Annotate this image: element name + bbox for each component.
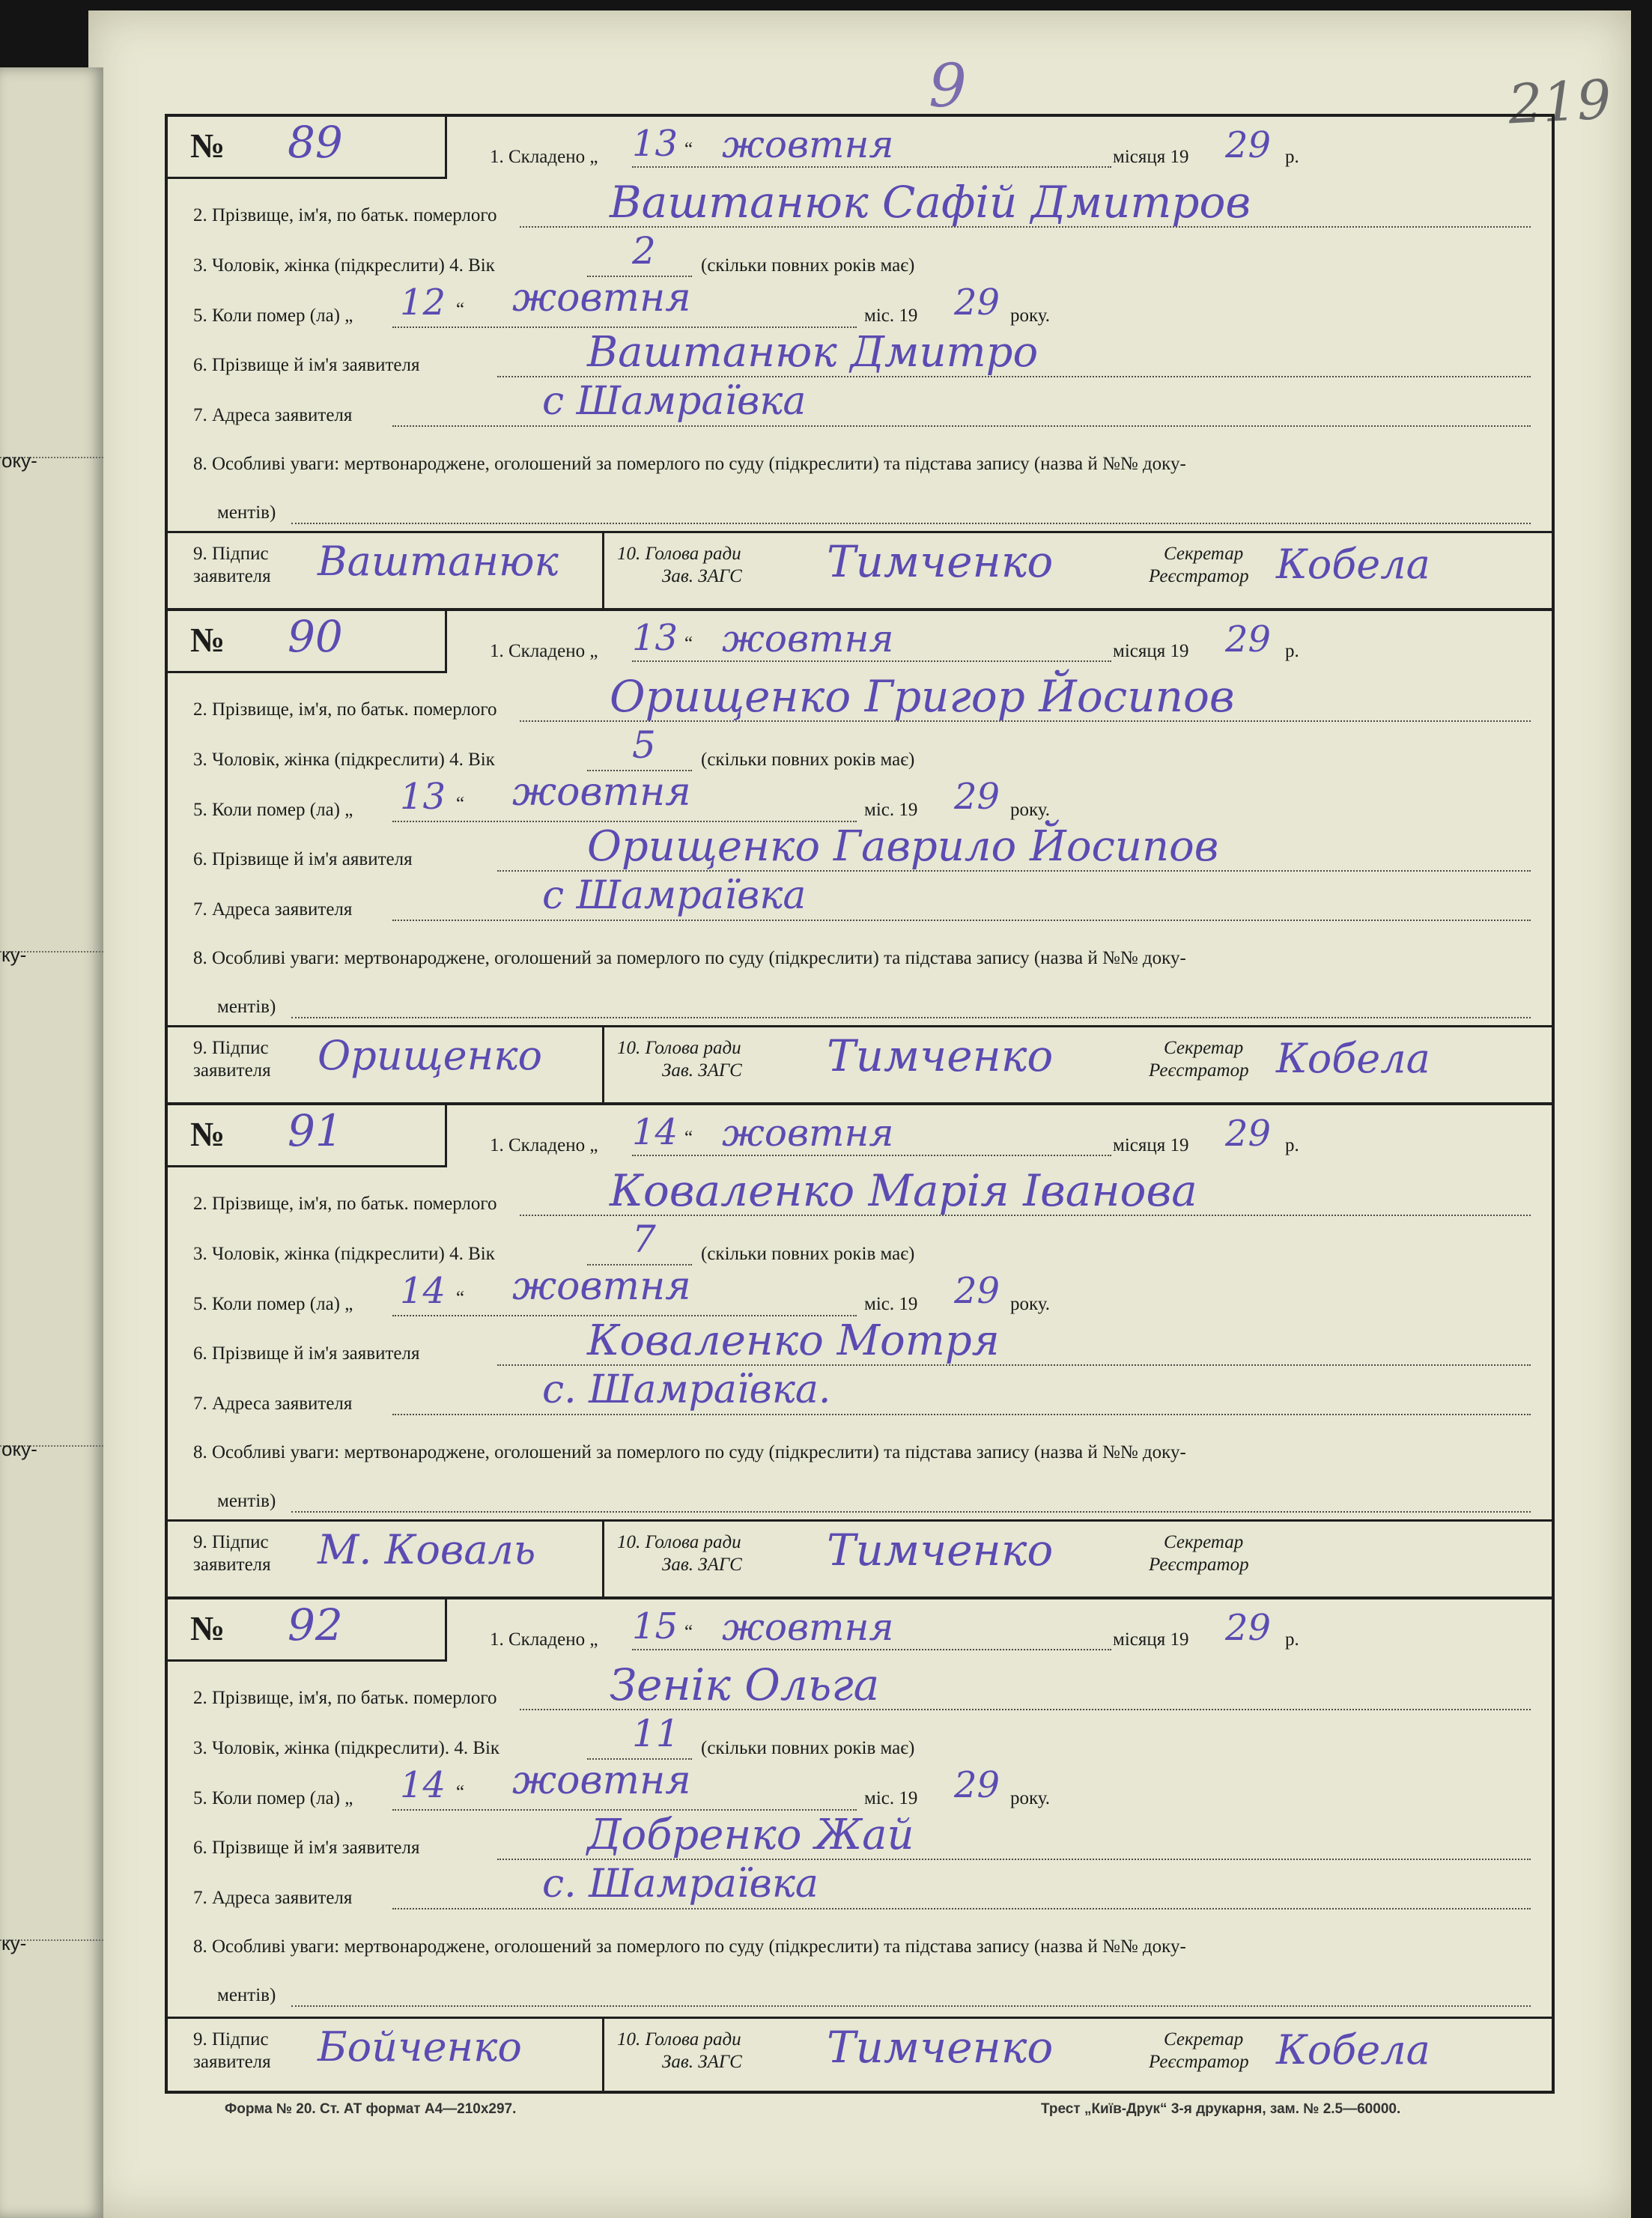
death-quote: “: [456, 300, 465, 320]
informant-sign-label: 9. Підпис: [193, 1038, 269, 1058]
composed-label: 1. Складено „: [490, 1135, 598, 1155]
death-mis-label: міс. 19: [864, 1788, 918, 1808]
left-page-fragment: оку-: [1, 1438, 37, 1460]
secretary-label: Секретар: [1164, 544, 1244, 564]
informant-sign-label-2: заявителя: [193, 1060, 271, 1081]
composed-month: жовтня: [722, 1605, 894, 1649]
head-signature: Тимченко: [827, 536, 1054, 587]
year-end-label: р.: [1285, 1135, 1299, 1155]
signature-row: [168, 531, 1552, 608]
year-end-label: р.: [1285, 147, 1299, 167]
age-value: 11: [632, 1712, 680, 1755]
remarks-label: 8. Особливі уваги: мертвонароджене, оголошений за померлого по суду (підкреслити) та підстава запису (назва й №№ доку-: [193, 454, 1186, 474]
registrar-label: Зав. ЗАГС: [662, 566, 742, 586]
composed-day: 13: [632, 123, 678, 165]
sex-age-label: 3. Чоловік, жінка (підкреслити) 4. Вік: [193, 750, 495, 770]
registrar-label: Зав. ЗАГС: [662, 2052, 742, 2072]
death-mis-label: міс. 19: [864, 1294, 918, 1314]
secretary-label: Секретар: [1164, 2029, 1244, 2050]
age-value: 5: [632, 723, 656, 767]
secretary-signature: Кобела: [1276, 1035, 1430, 1082]
record-number-box: [168, 1105, 447, 1167]
full-years-label: (скільки повних років має): [701, 1738, 915, 1758]
secretary-label: Секретар: [1164, 1532, 1244, 1552]
record-number-box: [168, 611, 447, 673]
death-year-label: року.: [1010, 1294, 1051, 1314]
informant-name: Добренко Жай: [587, 1811, 914, 1859]
remarks-end-label: ментів): [217, 1985, 276, 2005]
death-mis-label: міс. 19: [864, 306, 918, 326]
head-signature: Тимченко: [827, 2022, 1054, 2073]
record-number-box: [168, 117, 447, 179]
death-record: [168, 117, 1552, 611]
folio-number: 219: [1506, 67, 1613, 136]
sex-age-label: 3. Чоловік, жінка (підкреслити). 4. Вік: [193, 1738, 500, 1758]
death-date-label: 5. Коли помер (ла) „: [193, 1788, 353, 1808]
composed-year: 29: [1225, 1113, 1272, 1155]
informant-name: Коваленко Мотря: [587, 1316, 1000, 1365]
informant-sign-label-2: заявителя: [193, 566, 271, 586]
informant-name-label: 6. Прізвище й ім'я аявителя: [193, 849, 413, 869]
head-label: 10. Голова ради: [617, 1038, 741, 1058]
remarks-label: 8. Особливі уваги: мертвонароджене, оголошений за померлого по суду (підкреслити) та підстава запису (назва й №№ доку-: [193, 1936, 1186, 1957]
death-date-label: 5. Коли помер (ла) „: [193, 306, 353, 326]
remarks-label: 8. Особливі уваги: мертвонароджене, оголошений за померлого по суду (підкреслити) та підстава запису (назва й №№ доку-: [193, 1442, 1186, 1462]
informant-sign-label: 9. Підпис: [193, 2029, 269, 2050]
record-number: 92: [288, 1599, 343, 1650]
composed-day: 13: [632, 617, 678, 659]
death-day: 13: [400, 776, 446, 818]
death-year-label: року.: [1010, 1788, 1051, 1808]
signature-row: [168, 1519, 1552, 1596]
informant-name-label: 6. Прізвище й ім'я заявителя: [193, 1838, 420, 1858]
signature-row: [168, 1025, 1552, 1102]
informant-address: с Шамраївка: [542, 379, 807, 424]
informant-address: с. Шамраївка: [542, 1862, 819, 1906]
death-quote: “: [456, 1782, 465, 1802]
record-number-box: [168, 1599, 447, 1662]
number-sign: №: [190, 1115, 225, 1153]
year-end-label: р.: [1285, 641, 1299, 661]
deceased-label: 2. Прізвище, ім'я, по батьк. померлого: [193, 1688, 497, 1708]
head-label: 10. Голова ради: [617, 544, 741, 564]
record-number: 89: [288, 117, 343, 168]
number-sign: №: [190, 621, 225, 659]
remarks-end-label: ментів): [217, 502, 276, 523]
informant-signature: М. Коваль: [318, 1526, 536, 1573]
informant-address-label: 7. Адреса заявителя: [193, 405, 353, 425]
death-day: 14: [400, 1764, 446, 1806]
left-page-fragment: ку-: [1, 1932, 27, 1954]
death-date-label: 5. Коли помер (ла) „: [193, 800, 353, 820]
footer-printer: Трест „Київ-Друк“ 3-я друкарня, зам. № 2.5—60000.: [1041, 2101, 1401, 2117]
death-quote: “: [456, 1288, 465, 1308]
informant-name-label: 6. Прізвище й ім'я заявителя: [193, 1343, 420, 1364]
composed-year: 29: [1225, 124, 1272, 166]
informant-name: Орищенко Гаврило Йосипов: [587, 822, 1219, 871]
head-label: 10. Голова ради: [617, 2029, 741, 2050]
informant-signature: Ваштанюк: [318, 538, 559, 585]
age-value: 2: [632, 229, 656, 273]
death-register-form: [165, 114, 1555, 2094]
number-sign: №: [190, 127, 225, 165]
registrar-secretary-label: Реєстратор: [1149, 2052, 1249, 2072]
informant-address: с. Шамраївка.: [542, 1367, 831, 1412]
death-month: жовтня: [512, 770, 691, 815]
composed-year: 29: [1225, 619, 1272, 660]
death-month: жовтня: [512, 1758, 691, 1803]
death-month: жовтня: [512, 276, 691, 320]
deceased-label: 2. Прізвище, ім'я, по батьк. померлого: [193, 699, 497, 720]
full-years-label: (скільки повних років має): [701, 1244, 915, 1264]
informant-address-label: 7. Адреса заявителя: [193, 1888, 353, 1908]
composed-quote: “: [684, 634, 693, 654]
informant-signature: Орищенко: [318, 1032, 542, 1079]
secretary-signature: Кобела: [1276, 2026, 1430, 2073]
sex-age-label: 3. Чоловік, жінка (підкреслити) 4. Вік: [193, 255, 495, 276]
death-mis-label: міс. 19: [864, 800, 918, 820]
month-year-label: місяця 19: [1113, 1629, 1189, 1650]
informant-signature: Бойченко: [318, 2023, 522, 2070]
death-year: 29: [954, 776, 1000, 818]
head-signature: Тимченко: [827, 1030, 1054, 1081]
informant-name: Ваштанюк Дмитро: [587, 328, 1039, 377]
full-years-label: (скільки повних років має): [701, 255, 915, 276]
secretary-signature: Кобела: [1276, 541, 1430, 588]
secretary-label: Секретар: [1164, 1038, 1244, 1058]
death-record: [168, 1105, 1552, 1599]
death-month: жовтня: [512, 1264, 691, 1309]
registrar-label: Зав. ЗАГС: [662, 1555, 742, 1575]
composed-quote: “: [684, 139, 693, 159]
remarks-end-label: ментів): [217, 1491, 276, 1511]
informant-sign-label: 9. Підпис: [193, 1532, 269, 1552]
head-label: 10. Голова ради: [617, 1532, 741, 1552]
deceased-label: 2. Прізвище, ім'я, по батьк. померлого: [193, 1194, 497, 1214]
record-number: 91: [288, 1105, 343, 1156]
composed-label: 1. Складено „: [490, 641, 598, 661]
year-end-label: р.: [1285, 1629, 1299, 1650]
sequence-mark: 9: [929, 51, 967, 121]
composed-label: 1. Складено „: [490, 1629, 598, 1650]
death-year: 29: [954, 1764, 1000, 1806]
composed-quote: “: [684, 1622, 693, 1642]
month-year-label: місяця 19: [1113, 1135, 1189, 1155]
registrar-secretary-label: Реєстратор: [1149, 566, 1249, 586]
composed-month: жовтня: [722, 1111, 894, 1155]
informant-name-label: 6. Прізвище й ім'я заявителя: [193, 355, 420, 375]
left-page-fragment: оку-: [1, 449, 37, 472]
informant-address-label: 7. Адреса заявителя: [193, 1394, 353, 1414]
registrar-secretary-label: Реєстратор: [1149, 1060, 1249, 1081]
composed-month: жовтня: [722, 617, 894, 660]
death-year-label: року.: [1010, 306, 1051, 326]
full-years-label: (скільки повних років має): [701, 750, 915, 770]
deceased-name: Коваленко Марія Іванова: [610, 1165, 1197, 1216]
composed-month: жовтня: [722, 123, 894, 166]
informant-sign-label: 9. Підпис: [193, 544, 269, 564]
remarks-end-label: ментів): [217, 997, 276, 1017]
death-year: 29: [954, 1270, 1000, 1312]
month-year-label: місяця 19: [1113, 641, 1189, 661]
composed-label: 1. Складено „: [490, 147, 598, 167]
death-record: [168, 611, 1552, 1105]
death-year: 29: [954, 282, 1000, 323]
death-year-label: року.: [1010, 800, 1051, 820]
death-date-label: 5. Коли помер (ла) „: [193, 1294, 353, 1314]
signature-row: [168, 2017, 1552, 2094]
registrar-label: Зав. ЗАГС: [662, 1060, 742, 1081]
left-page-fragment: ку-: [1, 944, 27, 966]
informant-address: с Шамраївка: [542, 873, 807, 918]
remarks-label: 8. Особливі уваги: мертвонароджене, оголошений за померлого по суду (підкреслити) та підстава запису (назва й №№ доку-: [193, 948, 1186, 968]
informant-sign-label-2: заявителя: [193, 2052, 271, 2072]
informant-address-label: 7. Адреса заявителя: [193, 899, 353, 920]
deceased-name: Орищенко Григор Йосипов: [610, 671, 1235, 722]
month-year-label: місяця 19: [1113, 147, 1189, 167]
composed-year: 29: [1225, 1607, 1272, 1649]
registrar-secretary-label: Реєстратор: [1149, 1555, 1249, 1575]
composed-quote: “: [684, 1128, 693, 1148]
death-day: 14: [400, 1270, 446, 1312]
informant-sign-label-2: заявителя: [193, 1555, 271, 1575]
death-day: 12: [400, 282, 446, 323]
sex-age-label: 3. Чоловік, жінка (підкреслити) 4. Вік: [193, 1244, 495, 1264]
record-number: 90: [288, 611, 343, 662]
age-value: 7: [632, 1218, 656, 1261]
left-facing-page: [0, 67, 103, 2218]
head-signature: Тимченко: [827, 1525, 1054, 1576]
footer-form-number: Форма № 20. Ст. АТ формат А4—210х297.: [225, 2101, 517, 2117]
composed-day: 14: [632, 1111, 678, 1153]
deceased-label: 2. Прізвище, ім'я, по батьк. померлого: [193, 205, 497, 225]
composed-day: 15: [632, 1605, 678, 1647]
deceased-name: Зенік Ольга: [610, 1659, 880, 1710]
deceased-name: Ваштанюк Сафій Дмитров: [610, 177, 1251, 228]
number-sign: №: [190, 1609, 225, 1647]
death-record: [168, 1599, 1552, 2094]
death-quote: “: [456, 794, 465, 814]
